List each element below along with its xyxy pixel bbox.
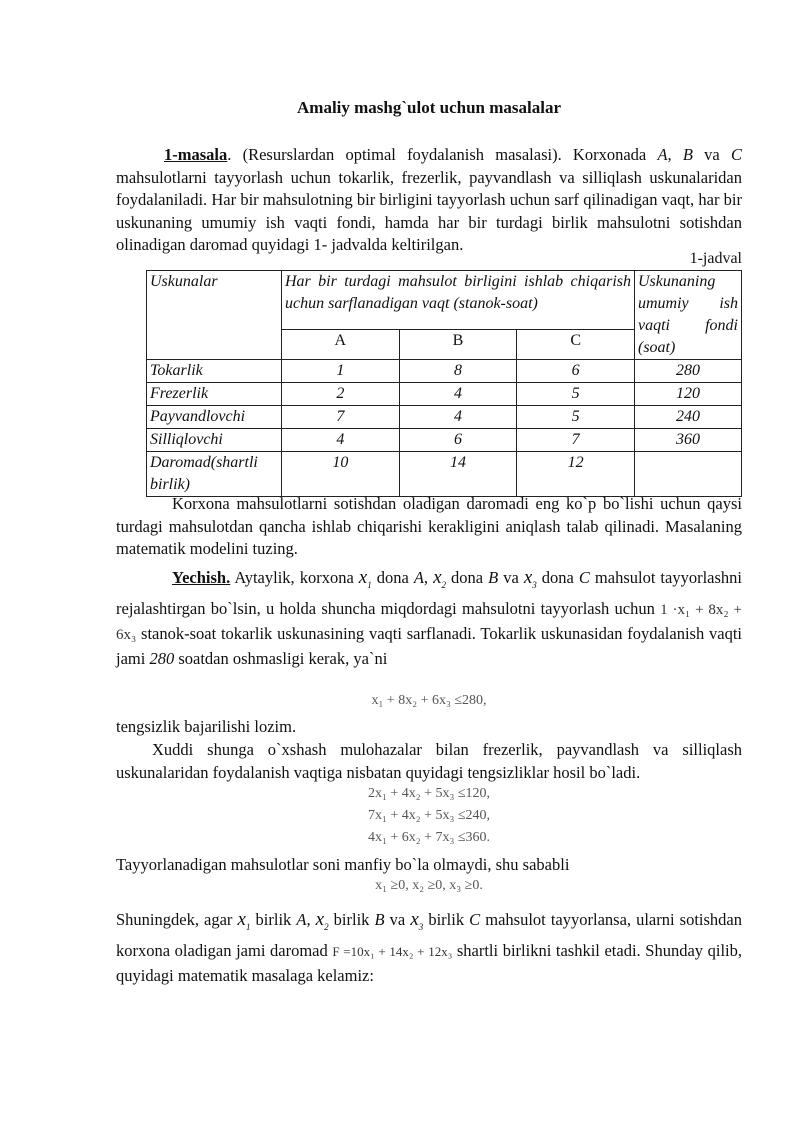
row-total: 280 xyxy=(635,360,742,383)
income-and: va xyxy=(384,910,411,929)
row-b: 14 xyxy=(399,452,517,497)
row-a: 10 xyxy=(282,452,400,497)
row-name: Payvandlovchi xyxy=(147,406,282,429)
table-row xyxy=(147,406,742,429)
row-a: 2 xyxy=(282,383,400,406)
nonneg-constraints: x₁ ≥0, x₂ ≥0, x₃ ≥0. xyxy=(375,878,483,893)
solution-text-5: soatdan oshmasligi kerak, ya`ni xyxy=(174,648,388,668)
row-a: 1 xyxy=(282,360,400,383)
row-name: Daromad(shartli birlik) xyxy=(147,452,282,497)
var-a: A xyxy=(413,568,424,587)
row-name: Silliqlovchi xyxy=(147,429,282,452)
table-row xyxy=(147,429,742,452)
income-text-3: birlik xyxy=(328,910,375,929)
problem-text: mahsulotlarni tayyorlash uchun tokarlik, frezerlik, payvandlash va silliqlash uskunalaridan foydalaniladi. Har bir mahsulotning bir birligini tayyorlash uchun sarf qilinadigan vaqt, har bir uskunaning umumiy ish vaqti fondi, hamda har bir turdagi birlik mahsulotni sotishdan olinadigan daromad quyidagi 1- jadvalda keltirilgan. xyxy=(116,167,742,254)
problem-paragraph: 1-masala. (Resurslardan optimal foydalanish masalasi). Korxonada A, B va C mahsulotlarni tayyorlash uchun tokarlik, frezerlik, payvandlash va silliqlash uskunalaridan foydalaniladi. Har bir mahsulotning bir birligini tayyorlash uchun sarf qilinadigan vaqt, har bir uskunaning umumiy ish vaqti fondi, hamda har bir turdagi birlik mahsulotni sotishdan olinadigan daromad quyidagi 1- jadvalda keltirilgan. xyxy=(116,145,742,254)
income-text-4: birlik xyxy=(423,910,470,929)
row-total xyxy=(635,452,742,497)
resource-table xyxy=(146,270,742,497)
math-x1: $x_1$ xyxy=(237,909,251,932)
income-text-1: Shuningdek, agar xyxy=(116,910,238,929)
income-text-6: shartli birlikni tashkil etadi. Shunday qilib, quyidagi matematik masalaga kelamiz: xyxy=(116,940,742,985)
solution-text-2: dona xyxy=(446,568,489,587)
row-c: 12 xyxy=(517,452,635,497)
inequality-2: 2x₁ + 4x₂ + 5x₃ ≤120, xyxy=(367,786,491,801)
line-lozim: tengsizlik bajarilishi lozim. xyxy=(116,717,297,736)
solution-paragraph: Yechish. Aytaylik, korxona $x_1$ dona A, $x_2$ dona B va $x_3$ dona C mahsulot tayyorlashni rejalashtirgan bo`lsin, u holda shuncha miqdordagi mahsulotni tayyorlash uchun 1 ·x₁ + 8x₂ + 6x₃ stanok-soat tokarlik uskunasining vaqti sarflanadi. Tokarlik uskunasidan foydalanish vaqti jami 280 soatdan oshmasligi kerak, ya`ni xyxy=(116,567,743,668)
income-text-2: birlik xyxy=(250,910,297,929)
row-c: 5 xyxy=(517,406,635,429)
table-row xyxy=(147,360,742,383)
table-header-time: Har bir turdagi mahsulot birligini ishlab chiqarish uchun sarflanadigan vaqt (stanok-soat) xyxy=(282,271,635,330)
row-a: 4 xyxy=(282,429,400,452)
var-c: C xyxy=(730,145,742,164)
table-row xyxy=(147,452,742,497)
row-total: 360 xyxy=(635,429,742,452)
table-subheader-c: C xyxy=(517,329,635,359)
row-name: Frezerlik xyxy=(147,383,282,406)
math-x3: $x_3$ xyxy=(523,567,537,590)
inequality-4: 4x₁ + 6x₂ + 7x₃ ≤360. xyxy=(367,830,491,845)
var-b: B xyxy=(374,910,385,929)
row-b: 4 xyxy=(399,406,517,429)
solution-text-2: dona xyxy=(536,568,579,587)
var-a: A xyxy=(296,910,307,929)
row-a: 7 xyxy=(282,406,400,429)
solution-text-1: Aytaylik, korxona xyxy=(230,568,359,587)
table-subheader-b: B xyxy=(399,329,517,359)
paragraph-income: Shuningdek, agar $x_1$ birlik A, $x_2$ birlik B va $x_3$ birlik C mahsulot tayyorlansa, ularni sotishdan korxona oladigan jami daromad F =10x₁ + 14x₂ + 12x₃ shartli birlikni tashkil etadi. Shunday qilib, quyidagi matematik masalaga kelamiz: xyxy=(116,909,742,985)
row-name: Tokarlik xyxy=(147,360,282,383)
math-x2: $x_2$ xyxy=(433,567,447,590)
math-expression: 1 ·x₁ + 8x₂ + 6x₃ xyxy=(116,601,742,643)
var-b: B xyxy=(488,568,499,587)
var-a: A xyxy=(657,145,668,164)
var-c: C xyxy=(578,568,590,587)
row-c: 5 xyxy=(517,383,635,406)
table-subheader-a: A xyxy=(282,329,400,359)
row-total: 240 xyxy=(635,406,742,429)
objective-formula: F =10x₁ + 14x₂ + 12x₃ xyxy=(332,943,453,959)
var-c: C xyxy=(469,910,481,929)
var-b: B xyxy=(682,145,693,164)
row-total: 120 xyxy=(635,383,742,406)
math-x1: $x_1$ xyxy=(358,567,372,590)
paragraph-similar: Xuddi shunga o`xshash mulohazalar bilan frezerlik, payvandlash va silliqlash uskunalaridan foydalanish vaqtiga nisbatan quyidagi tengsizliklar hosil bo`ladi. xyxy=(116,740,742,782)
table-row xyxy=(147,383,742,406)
hours-value: 280 xyxy=(149,648,175,668)
row-b: 8 xyxy=(399,360,517,383)
solution-and: va xyxy=(498,568,524,587)
income-text-5: mahsulot tayyorlansa, ularni sotishdan korxona oladigan jami daromad xyxy=(116,910,742,960)
inequality-tokarlik: x₁ + 8x₂ + 6x₃ ≤280, xyxy=(371,693,487,708)
math-x2: $x_2$ xyxy=(315,909,329,932)
paragraph-goal: Korxona mahsulotlarni sotishdan oladigan daromadi eng ko`p bo`lishi uchun qaysi turdagi mahsulotdan qancha ishlab chiqarishi kerakligini aniqlash talab qilinadi. Masalaning matematik modelini tuzing. xyxy=(116,494,742,558)
problem-label: 1-masala xyxy=(164,145,228,164)
solution-text-4: stanok-soat tokarlik uskunasining vaqti sarflanadi. Tokarlik uskunasidan foydalanish vaqti jami xyxy=(116,623,743,668)
problem-subtitle: . (Resurslardan optimal foydalanish masalasi). Korxonada xyxy=(227,145,658,164)
page-title: Amaliy mashg`ulot uchun masalalar xyxy=(297,98,561,117)
table-header-equipment: Uskunalar xyxy=(147,271,282,360)
inequality-3: 7x₁ + 4x₂ + 5x₃ ≤240, xyxy=(367,808,491,823)
row-b: 4 xyxy=(399,383,517,406)
solution-label: Yechish. xyxy=(172,568,231,587)
math-x3: $x_3$ xyxy=(410,909,424,932)
solution-text-3: mahsulot tayyorlashni rejalashtirgan bo`lsin, u holda shuncha miqdordagi mahsulotni tayyorlash uchun xyxy=(116,568,742,618)
table-header-fund: Uskunaning umumiy ish vaqti fondi (soat) xyxy=(635,271,742,360)
row-b: 6 xyxy=(399,429,517,452)
paragraph-nonneg: Tayyorlanadigan mahsulotlar soni manfiy bo`la olmaydi, shu sababli xyxy=(116,855,570,874)
solution-text-2: dona xyxy=(371,568,414,587)
row-c: 7 xyxy=(517,429,635,452)
table-caption: 1-jadval xyxy=(689,250,742,267)
row-c: 6 xyxy=(517,360,635,383)
